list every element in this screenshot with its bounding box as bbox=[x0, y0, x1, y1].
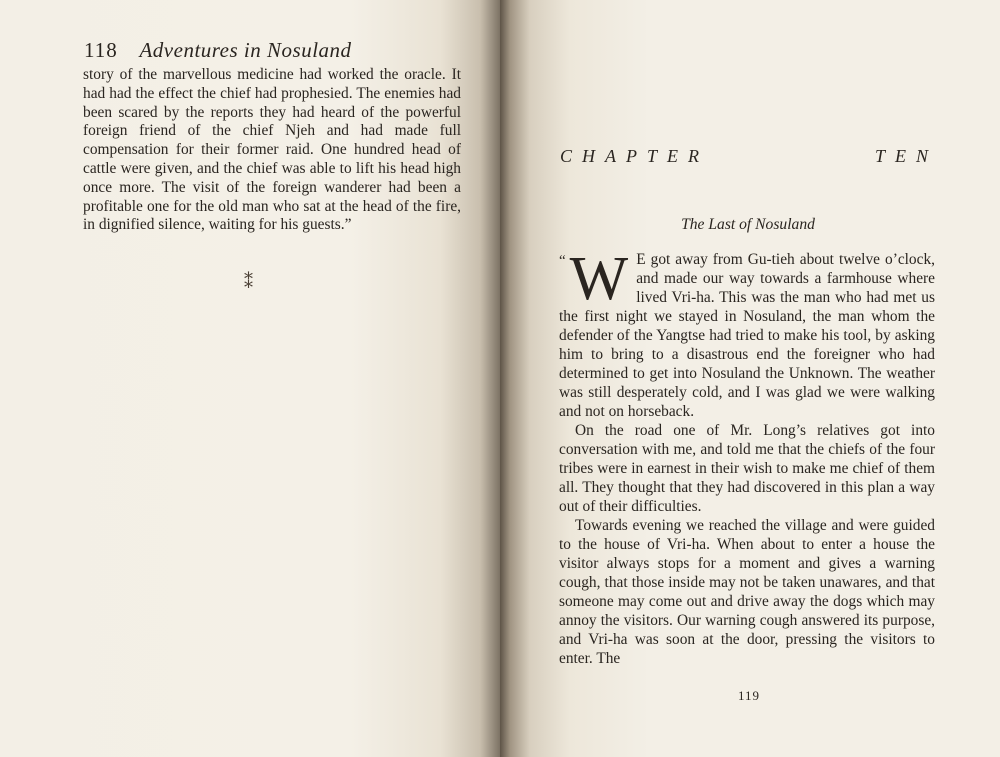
paragraph-text: E got away from Gu-tieh about twelve o’clock, and made our way towards a farmhouse where lived Vri-ha. This was the man who had met us the first night we stayed in Nosuland, the man whom the defender of the Yangtse had tried to make his tool, by asking him to bring to a disastrous end the foreigner who had determined to get into Nosuland the Unknown. The weather was still desperately cold, and I was glad we were walking and not on horseback. bbox=[559, 251, 935, 420]
paragraph bbox=[559, 245, 935, 421]
running-title: Adventures in Nosuland bbox=[139, 38, 352, 62]
paragraph: Towards evening we reached the village and were guided to the house of Vri-ha. When about to enter a house the visitor always stops for a moment and gives a warning cough, that those inside may not be taken unawares, and that someone may come out and drive away the dogs which may annoy the visitors. Our warning cough answered its purpose, and Vri-ha was soon at the door, pressing the visitors to enter. The bbox=[559, 517, 935, 667]
left-body-text: story of the marvellous medicine had worked the oracle. It had had the effect the chief had prophesied. The enemies had been scared by the reports they had heard of the powerful foreign friend of the chief Njeh and had made full compensation for their former raid. One hundred head of cattle were given, and the chief was able to lift his head high once more. The visit of the foreign wanderer had been a profitable one for the old man who sat at the head of the fire, in dignified silence, waiting for his guests.” bbox=[83, 66, 461, 234]
paragraph: On the road one of Mr. Long’s relatives got into conversation with me, and told me that the chiefs of the four tribes were in earnest in their wish to make me chief of them all. They thought that they had discovered in this plan a way out of their difficulties. bbox=[559, 422, 935, 515]
opening-quote: “ bbox=[559, 253, 566, 269]
chapter-word: CHAPTER bbox=[560, 146, 709, 166]
drop-cap: W bbox=[569, 245, 629, 313]
chapter-number: TEN bbox=[874, 146, 938, 166]
left-page-number: 118 bbox=[84, 38, 118, 62]
chapter-title: The Last of Nosuland bbox=[681, 216, 815, 233]
section-ornament: ⁑ bbox=[244, 272, 253, 292]
running-head bbox=[84, 38, 464, 63]
right-page-number: 119 bbox=[738, 688, 761, 703]
right-body-text bbox=[559, 245, 935, 668]
chapter-heading bbox=[560, 146, 938, 167]
